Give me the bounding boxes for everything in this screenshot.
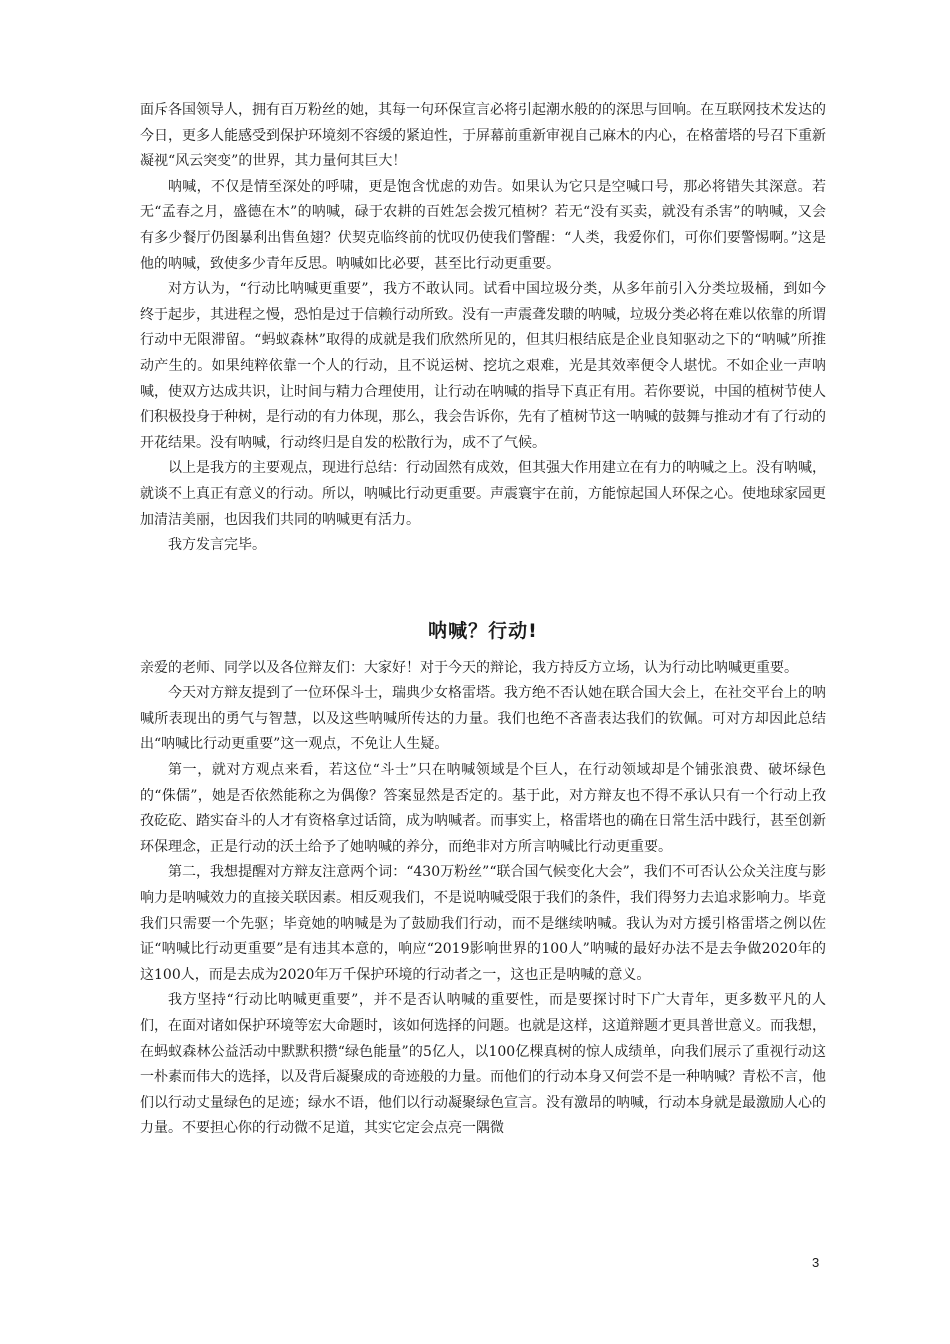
page-number: 3: [812, 1255, 820, 1270]
paragraph: 我方坚持“行动比呐喊更重要”，并不是否认呐喊的重要性，而是要探讨时下广大青年，更多数平凡的人们，在面对诸如保护环境等宏大命题时，该如何选择的问题。也就是这样，这道辩题才更具普世意义。而我想，在蚂蚁森林公益活动中默默积攒“绿色能量”的5亿人，以100亿棵真树的惊人成绩单，向我们展示了重视行动这一朴素而伟大的选择，以及背后凝聚成的奇迹般的力量。而他们的行动本身又何尝不是一种呐喊？青松不言，他们以行动丈量绿色的足迹；绿水不语，他们以行动凝聚绿色宣言。没有激昂的呐喊，行动本身就是最激励人心的力量。不要担心你的行动微不足道，其实它定会点亮一隅微: [140, 992, 826, 1137]
paragraph: 第一，就对方观点来看，若这位“斗士”只在呐喊领域是个巨人，在行动领域却是个铺张浪费、破坏绿色的“侏儒”，她是否依然能称之为偶像？答案显然是否定的。基于此，对方辩友也不得不承认只有一个行动上孜孜矻矻、踏实奋斗的人才有资格拿过话筒，成为呐喊者。而事实上，格雷塔也的确在日常生活中践行，甚至创新环保理念，正是行动的沃土给予了她呐喊的养分，而绝非对方所言呐喊比行动更重要。: [140, 762, 826, 855]
paragraph: 我方发言完毕。: [168, 537, 266, 554]
document-page: [140, 98, 826, 1142]
paragraph: 今天对方辩友提到了一位环保斗士，瑞典少女格雷塔。我方绝不否认她在联合国大会上，在社交平台上的呐喊所表现出的勇气与智慧，以及这些呐喊所传达的力量。我们也绝不吝啬表达我们的钦佩。可对方却因此总结出“呐喊比行动更重要”这一观点，不免让人生疑。: [140, 685, 826, 753]
paragraph: 对方认为，“行动比呐喊更重要”，我方不敢认同。试看中国垃圾分类，从多年前引入分类垃圾桶，到如今终于起步，其进程之慢，恐怕是过于信赖行动所致。没有一声震聋发聩的呐喊，垃圾分类必将在难以依靠的所谓行动中无限滞留。“蚂蚁森林”取得的成就是我们欣然所见的，但其归根结底是企业良知驱动之下的“呐喊”所推动产生的。如果纯粹依靠一个人的行动，且不说运树、挖坑之艰难，光是其效率便令人堪忧。不如企业一声呐喊，使双方达成共识，让时间与精力合理使用，让行动在呐喊的指导下真正有用。若你要说，中国的植树节使人们积极投身于种树，是行动的有力体现，那么，我会告诉你，先有了植树节这一呐喊的鼓舞与推动才有了行动的开花结果。没有呐喊，行动终归是自发的松散行为，成不了气候。: [140, 281, 826, 451]
section-title: 呐喊？行动!: [428, 619, 538, 642]
paragraph: 第二，我想提醒对方辩友注意两个词：“430万粉丝”“联合国气候变化大会”，我们不可否认公众关注度与影响力是呐喊效力的直接关联因素。相反观我们，不是说呐喊受限于我们的条件，我们得努力去追求影响力。毕竟我们只需要一个先驱；毕竟她的呐喊是为了鼓励我们行动，而不是继续呐喊。我认为对方援引格雷塔之例以佐证“呐喊比行动更重要”是有违其本意的，响应“2019影响世界的100人”呐喊的最好办法不是去争做2020年的这100人，而是去成为2020年万千保护环境的行动者之一，这也正是呐喊的意义。: [140, 864, 826, 983]
title-spacer: [140, 646, 826, 656]
paragraph: 以上是我方的主要观点，现进行总结：行动固然有成效，但其强大作用建立在有力的呐喊之上。没有呐喊，就谈不上真正有意义的行动。所以，呐喊比行动更重要。声震寰宇在前，方能惊起国人环保之心。使地球家园更加清洁美丽，也因我们共同的呐喊更有活力。: [140, 460, 826, 528]
section-spacer: [140, 559, 826, 616]
greeting-paragraph: 亲爱的老师、同学以及各位辩友们：大家好！对于今天的辩论，我方持反方立场，认为行动比呐喊更重要。: [140, 659, 798, 676]
paragraph-continued: 面斥各国领导人，拥有百万粉丝的她，其每一句环保宣言必将引起潮水般的的深思与回响。在互联网技术发达的今日，更多人能感受到保护环境刻不容缓的紧迫性，于屏幕前重新审视自己麻木的内心，在格蕾塔的号召下重新凝视“风云突变”的世界，其力量何其巨大！: [140, 102, 826, 170]
paragraph: 呐喊，不仅是情至深处的呼啸，更是饱含忧虑的劝告。如果认为它只是空喊口号，那必将错失其深意。若无“孟春之月，盛德在木”的呐喊，碌于农耕的百姓怎会拨冗植树？若无“没有买卖，就没有杀害”的呐喊，又会有多少餐厅仍图暴利出售鱼翅？伏契克临终前的忧叹仍使我们警醒：“人类，我爱你们，可你们要警惕啊。”这是他的呐喊，致使多少青年反思。呐喊如比必要，甚至比行动更重要。: [140, 178, 826, 272]
